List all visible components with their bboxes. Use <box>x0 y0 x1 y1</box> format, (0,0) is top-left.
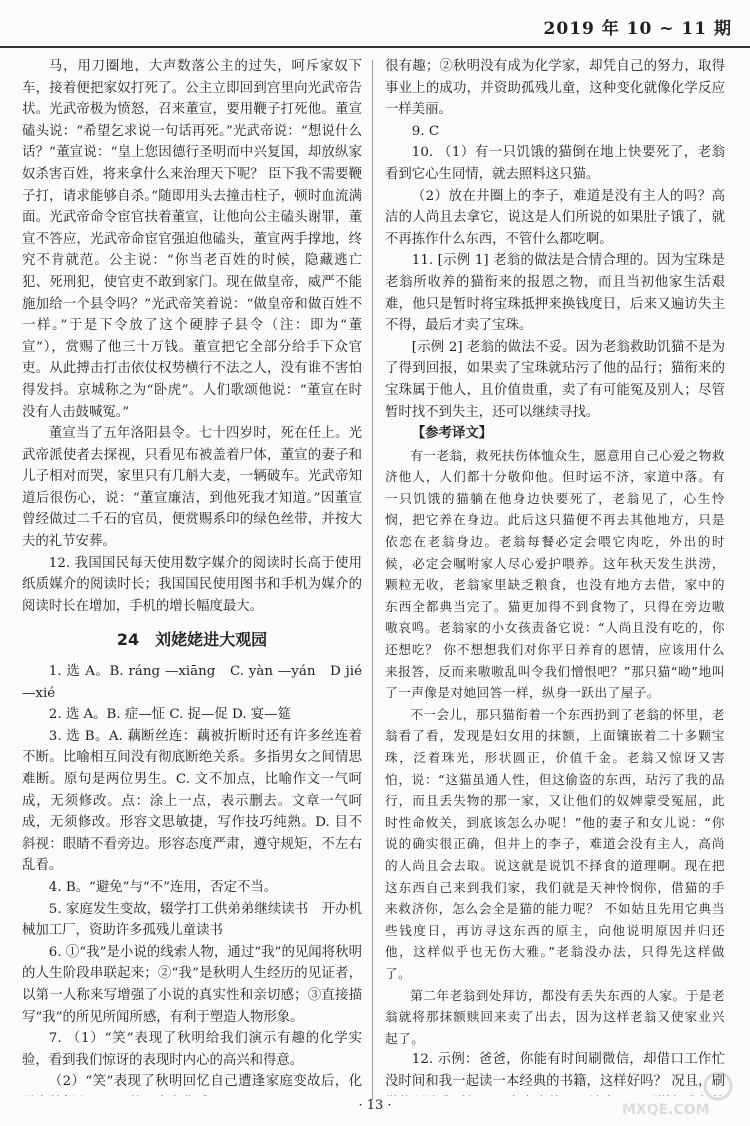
reference-translation-heading: 【参考译文】 <box>411 426 493 442</box>
answer-5: 5. 家庭发生变故，辍学打工供弟弟继续读书 开办机械加工厂，资助许多孤残儿童读书 <box>22 901 362 939</box>
translation-paragraph: 马，用刀圈地，大声数落公主的过失，呵斥家奴下车，接着便把家奴打死了。公主立即回到宫里向光武帝告状。光武帝极为愤怒，召来董宣，要用鞭子打死他。董宣磕头说：“希望乞求说一句话再死。”光武帝说：“想说什么话？”董宣说：“皇上您因德行圣明而中兴复国，却放纵家奴杀害百姓，将来拿什么来治理天下呢？ 臣下我不需要鞭子打，请求能够自杀。”随即用头去撞击柱子，顿时血流满面。光武帝命令宦官扶着董宣，让他向公主磕头谢罪，董宣不答应，光武帝命宦官强迫他磕头，董宣两手撑地，终究不肯就范。公主说：“你当老百姓的时候，隐藏逃亡犯、死刑犯，使官吏不敢到家门。现在做皇帝，威严不能施加给一个县令吗？”光武帝笑着说：“做皇帝和做百姓不一样。”于是下令放了这个硬脖子县令（注：即为“董宣”），赏赐了他三十万钱。董宣把它全部分给手下众官吏。从此搏击打击依仗权势横行不法之人，没有谁不害怕得发抖。京城称之为“卧虎”。人们歌颂他说：“董宣在时没有人击鼓喊冤。” <box>22 59 362 420</box>
answer-7-1: 7. （1）“笑”表现了秋明给我们演示有趣的化学实验，看到我们惊讶的表现时内心的高兴和得意。 <box>22 1031 362 1068</box>
column-divider <box>372 60 373 1100</box>
answer-1: 1. 选 A。B. ráng —xiāng C. yàn —yán D jié —xié <box>22 664 362 701</box>
answer-3: 3. 选 B。A. 藕断丝连：藕被折断时还有许多丝连着不断。比喻相互间没有彻底断绝关系。多指男女之间情思难断。原句是两位男生。C. 文不加点，比喻作文一气呵成，无须修改。点：涂上一点，表示删去。文章一气呵成，无须修改。形容文思敏捷，写作技巧纯熟。D. 目不斜视：眼睛不看旁边。形容态度严肃，遵守规矩，不左右乱看。 <box>22 728 362 874</box>
answer-10-1: 10. （1）有一只饥饿的猫倒在地上快要死了，老翁看到它心生同情，就去照料这只猫。 <box>385 145 725 182</box>
translation-paragraph: 董宣当了五年洛阳县令。七十四岁时，死在任上。光武帝派使者去探视，只看见布被盖着尸体，董宣的妻子和儿子相对而哭，家里只有几斛大麦，一辆破车。光武帝知道后很伤心，说：“董宣廉洁，到他死我才知道。”因董宣曾经做过二千石的官员，便赏赐系印的绿色丝带，并按大夫的礼节安葬。 <box>22 426 362 550</box>
svg-text:MXQE.COM: MXQE.COM <box>622 1102 710 1118</box>
translation-paragraph: 第二年老翁到处拜访，都没有丢失东西的人家。于是老翁就将那抹额赎回来卖了出去，因为这样老翁又使家业兴起了。 <box>385 987 725 1046</box>
issue-label: 2019 年 10 ~ 11 期 <box>543 19 732 39</box>
answer-8-continued: 很有趣；②秋明没有成为化学家，却凭自己的努力，取得事业上的成功，并资助孤残儿童，这种变化就像化学反应一样美丽。 <box>385 59 725 118</box>
answer-2: 2. 选 A。B. 症—怔 C. 捉—促 D. 宴—筵 <box>48 707 291 723</box>
page-number: · 13 · <box>358 1098 392 1113</box>
answer-12: 12. 我国国民每天使用数字媒介的阅读时长高于使用纸质媒介的阅读时长；我国国民使用图书和手机为媒介的阅读时长在增加，手机的增长幅度最大。 <box>22 555 362 614</box>
answer-11-example-2: [示例 2] 老翁的做法不妥。因为老翁救助饥猫不是为了得到回报，如果卖了宝珠就玷污了他的品行；猫衔来的宝珠属于他人，且价值贵重，卖了有可能冤及别人；尽管暂时找不到失主，还可以继续寻找。 <box>385 339 725 420</box>
answer-11-example-1: 11. [示例 1] 老翁的做法是合情合理的。因为宝珠是老翁所收养的猫衔来的报恩之物，而且当初他家生活艰难，他只是暂时将宝珠抵押来换钱度日，后来又遍访失主不得，最后才卖了宝珠。 <box>385 253 725 334</box>
answer-7-2: （2）“笑”表现了秋明回忆自己遭逢家庭变故后，化 <box>48 1074 362 1090</box>
answer-12: 12. 示例：爸爸，你能有时间刷微信，却借口工作忙没时间和我一起读一本经典的书籍，这样好吗？ 况且，刷 <box>385 1052 725 1089</box>
answer-6: 6. ①“我”是小说的线索人物，通过“我”的见闻将秋明的人生阶段串联起来；②“我”是秋明人生经历的见证者，以第一人称来写增强了小说的真实性和亲切感；③直接描写“我”的所见所闻所感，有利于塑造人物形象。 <box>22 944 362 1025</box>
answer-10-2: （2）放在井圈上的李子，难道是没有主人的吗？高洁的人尚且去拿它，说这是人们所说的如果肚子饿了，就不再拣作什么东西，不管什么都吃啊。 <box>385 188 725 247</box>
translation-paragraph: 有一老翁，救死扶伤体恤众生，愿意用自己心爱之物救济他人，人们都十分敬仰他。但时运不济，家道中落。有一只饥饿的猫躺在他身边快要死了，老翁见了，心生怜悯，把它养在身边。此后这只猫便不再去其他地方，只是依恋在老翁身边。老翁每餐必定会喂它肉吃，外出的时候，必定会嘱咐家人尽心爱护喂养。这年秋天发生洪涝，颗粒无收，老翁家里缺乏粮食，也没有地方去借，家中的东西全都典当完了。猫更加得不到食物了，只得在旁边嗷嗷哀鸣。老翁家的小女孩责备它说：“人尚且没有吃的，你还想吃？ 你不想想我们对你平日养育的恩情，应该用什么来报答，反而来嗷嗷乱叫令我们憎恨吧？”那只猫“呦”地叫了一声像是对她回答一样，纵身一跃出了屋子。 <box>385 447 725 701</box>
right-column <box>385 56 725 1096</box>
answer-9: 9. C <box>411 123 440 139</box>
lesson-title: 24 刘姥姥进大观园 <box>116 630 268 650</box>
answer-4: 4. B。“避免”与“不”连用，否定不当。 <box>48 879 278 895</box>
left-column <box>22 56 362 1096</box>
page-header <box>0 0 750 48</box>
watermark-logo <box>618 1070 738 1120</box>
translation-paragraph: 不一会儿，那只猫衔着一个东西扔到了老翁的怀里，老翁看了看，发现是妇女用的抹额，上面镶嵌着二十多颗宝珠，泛着珠光，形状圆正，价值千金。老翁又惊讶又害怕，说：“这猫虽通人性，但这偷盗的东西，玷污了我的品行，而且丢失物的那一家，又让他们的奴婢蒙受冤屈，此时性命攸关，到底该怎么办呢！”他的妻子和女儿说：“你说的确实很正确，但井上的李子，难道会没有主人，高尚的人尚且会去取。说这就是说饥不择食的道理啊。现在把这东西自己来到我们家，我们就是天神怜悯你，借猫的手来救济你，怎么会全是猫的能力呢？ 不如姑且先用它典当些钱度日，再访寻这东西的原主，向他说明原因并归还他，这样似乎也无伤大雅。”老翁没办法，只得先这样做了。 <box>385 706 725 981</box>
